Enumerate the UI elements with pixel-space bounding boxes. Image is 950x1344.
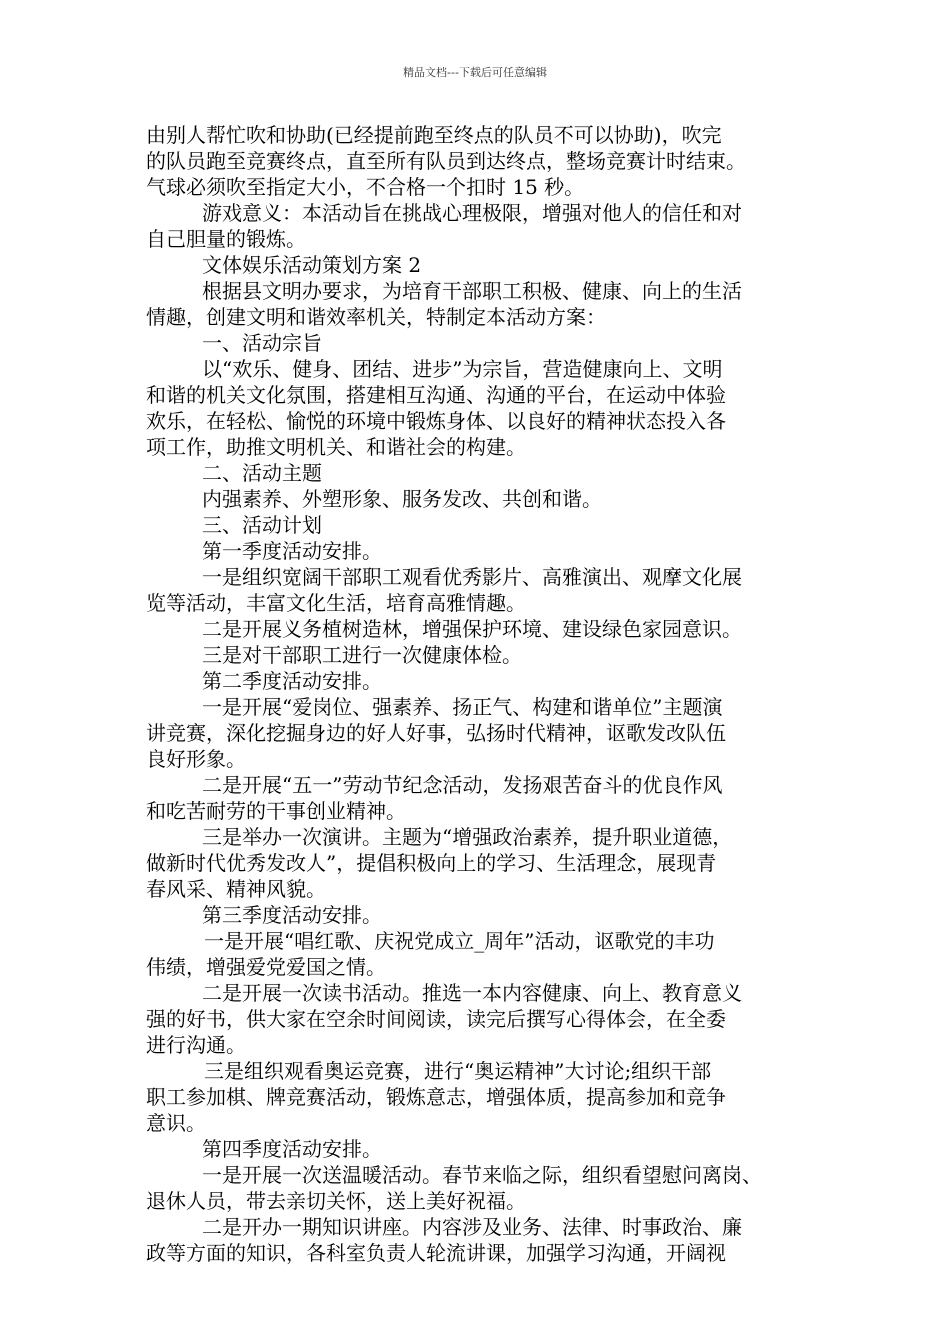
text-line: 文体娱乐活动策划方案 2 <box>202 253 422 277</box>
text-line: 二是开展义务植树造林，增强保护环境、建设绿色家园意识。 <box>202 617 742 641</box>
text-line: 第三季度活动安排。 <box>202 903 382 927</box>
text-line: 项工作，助推文明机关、和谐社会的构建。 <box>146 435 526 459</box>
text-line: 和吃苦耐劳的干事创业精神。 <box>146 799 406 823</box>
text-line: 讲竞赛，深化挖掘身边的好人好事，弘扬时代精神，讴歌发改队伍 <box>146 721 726 745</box>
text-line: 内强素养、外塑形象、服务发改、共创和谐。 <box>202 487 602 511</box>
text-line: 自己胆量的锻炼。 <box>146 227 306 251</box>
text-line: 职工参加棋、牌竞赛活动，锻炼意志，增强体质，提高参加和竞争 <box>146 1085 726 1109</box>
text-line: 三、活动计划 <box>202 513 322 537</box>
text-line: 情趣，创建文明和谐效率机关，特制定本活动方案： <box>146 305 606 329</box>
text-line: 意识。 <box>146 1111 206 1135</box>
text-line: 的队员跑至竞赛终点，直至所有队员到达终点，整场竞赛计时结束。 <box>146 149 746 173</box>
text-line: 一是开展“爱岗位、强素养、扬正气、构建和谐单位”主题演 <box>202 695 723 719</box>
document-body <box>146 122 816 1266</box>
text-line: 三是对干部职工进行一次健康体检。 <box>202 643 522 667</box>
text-line: 二是开办一期知识讲座。内容涉及业务、法律、时事政治、廉 <box>202 1215 742 1239</box>
text-line: 春风采、精神风貌。 <box>146 877 326 901</box>
text-line: 游戏意义：本活动旨在挑战心理极限，增强对他人的信任和对 <box>202 201 742 225</box>
text-line: 第二季度活动安排。 <box>202 669 382 693</box>
text-line: 第四季度活动安排。 <box>202 1137 382 1161</box>
page-header: 精品文档---下载后可任意编辑 <box>403 66 547 79</box>
text-line: 政等方面的知识，各科室负责人轮流讲课，加强学习沟通，开阔视 <box>146 1241 726 1265</box>
text-line: 二是开展“五一”劳动节纪念活动，发扬艰苦奋斗的优良作风 <box>202 773 723 797</box>
text-line: 三是举办一次演讲。主题为“增强政治素养，提升职业道德， <box>202 825 733 849</box>
text-line: 二是开展一次读书活动。推选一本内容健康、向上、教育意义 <box>202 981 742 1005</box>
text-line: 以“欢乐、健身、团结、进步”为宗旨，营造健康向上、文明 <box>202 357 723 381</box>
text-line: 气球必须吹至指定大小，不合格一个扣时 15 秒。 <box>146 175 585 199</box>
text-line: 根据县文明办要求，为培育干部职工积极、健康、向上的生活 <box>202 279 742 303</box>
text-line: 由别人帮忙吹和协助(已经提前跑至终点的队员不可以协助)，吹完 <box>146 123 722 147</box>
text-line: 一是开展“唱红歌、庆祝党成立_周年”活动，讴歌党的丰功 <box>204 929 715 953</box>
text-line: 退休人员，带去亲切关怀，送上美好祝福。 <box>146 1189 526 1213</box>
text-line: 和谐的机关文化氛围，搭建相互沟通、沟通的平台，在运动中体验 <box>146 383 726 407</box>
text-line: 良好形象。 <box>146 747 246 771</box>
text-line: 欢乐，在轻松、愉悦的环境中锻炼身体、以良好的精神状态投入各 <box>146 409 726 433</box>
text-line: 一是组织宽阔干部职工观看优秀影片、高雅演出、观摩文化展 <box>202 565 742 589</box>
text-line: 伟绩，增强爱党爱国之情。 <box>146 955 386 979</box>
text-line: 一、活动宗旨 <box>202 331 322 355</box>
text-line: 做新时代优秀发改人”，提倡积极向上的学习、生活理念，展现青 <box>146 851 717 875</box>
text-line: 第一季度活动安排。 <box>202 539 382 563</box>
text-line: 二、活动主题 <box>202 461 322 485</box>
text-line: 一是开展一次送温暖活动。春节来临之际，组织看望慰问离岗、 <box>202 1163 762 1187</box>
text-line: 览等活动，丰富文化生活，培育高雅情趣。 <box>146 591 526 615</box>
text-line: 强的好书，供大家在空余时间阅读，读完后撰写心得体会，在全委 <box>146 1007 726 1031</box>
text-line: 三是组织观看奥运竞赛，进行“奥运精神”大讨论;组织干部 <box>204 1059 712 1083</box>
text-line: 进行沟通。 <box>146 1033 246 1057</box>
